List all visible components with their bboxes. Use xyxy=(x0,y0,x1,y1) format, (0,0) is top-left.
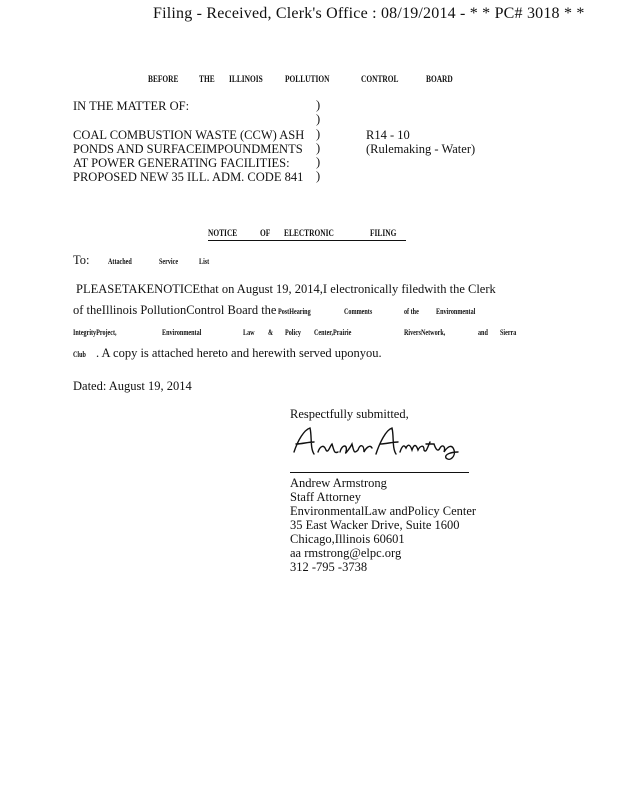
body-line1-b: that on August 19, 2014,I electronically filedwith the Clerk xyxy=(200,282,496,296)
body-line3-f: Center,Prairie xyxy=(314,327,352,337)
to-service: Service xyxy=(159,256,179,266)
caption-bracket: ) xyxy=(316,141,321,155)
signer-title: Staff Attorney xyxy=(290,490,361,504)
docket-type: (Rulemaking - Water) xyxy=(366,142,476,156)
body-line2-e: Environmental xyxy=(436,306,476,316)
to-list: List xyxy=(199,256,210,266)
body-line2-d: of the xyxy=(404,306,419,316)
body-line4-a: Club xyxy=(73,349,86,359)
body-line3-b: Environmental xyxy=(162,327,202,337)
caption-bracket: ) xyxy=(316,98,321,112)
heading-illinois: ILLINOIS xyxy=(229,75,263,85)
body-line1-a: PLEASETAKENOTICE xyxy=(76,282,200,296)
signer-phone: 312 -795 -3738 xyxy=(290,560,368,574)
title-of: OF xyxy=(260,229,271,239)
signer-organization: EnvironmentalLaw andPolicy Center xyxy=(290,504,477,518)
in-the-matter: IN THE MATTER OF: xyxy=(73,99,190,113)
title-notice: NOTICE xyxy=(208,229,238,239)
body-line3-a: IntegrityProject, xyxy=(73,327,117,337)
caption-bracket: ) xyxy=(316,155,321,169)
filing-header: Filing - Received, Clerk's Office : 08/19/2014 - * * PC# 3018 * * xyxy=(153,5,585,22)
body-line3-g: RiversNetwork, xyxy=(404,327,446,337)
dated-line: Dated: August 19, 2014 xyxy=(73,379,192,393)
body-line3-h: and xyxy=(478,327,488,337)
title-electronic: ELECTRONIC xyxy=(284,229,334,239)
body-line4-b: . A copy is attached hereto and herewith served uponyou. xyxy=(96,346,382,360)
body-line3-d: & xyxy=(268,327,274,337)
signature-line xyxy=(290,472,469,473)
signer-email: aa rmstrong@elpc.org xyxy=(290,546,402,560)
body-line3-i: Sierra xyxy=(500,327,517,337)
signer-name: Andrew Armstrong xyxy=(290,476,387,490)
body-line2-b: PostHearing xyxy=(278,306,311,316)
heading-board: BOARD xyxy=(426,75,453,85)
closing-phrase: Respectfully submitted, xyxy=(290,407,409,421)
heading-pollution: POLLUTION xyxy=(285,75,330,85)
body-line3-e: Policy xyxy=(285,327,301,337)
caption-line-2: PONDS AND SURFACEIMPOUNDMENTS xyxy=(73,142,303,156)
to-attached: Attached xyxy=(108,256,132,266)
body-line2-c: Comments xyxy=(344,306,373,316)
heading-before: BEFORE xyxy=(148,75,179,85)
caption-bracket: ) xyxy=(316,127,321,141)
signer-city: Chicago,Illinois 60601 xyxy=(290,532,405,546)
docket-number: R14 - 10 xyxy=(366,128,410,142)
handwritten-signature xyxy=(288,422,466,464)
title-filing: FILING xyxy=(370,229,397,239)
caption-bracket: ) xyxy=(316,112,321,126)
caption-line-1: COAL COMBUSTION WASTE (CCW) ASH xyxy=(73,128,305,142)
caption-line-3: AT POWER GENERATING FACILITIES: xyxy=(73,156,290,170)
caption-line-4: PROPOSED NEW 35 ILL. ADM. CODE 841 xyxy=(73,170,304,184)
title-underline xyxy=(208,240,406,241)
signer-address: 35 East Wacker Drive, Suite 1600 xyxy=(290,518,460,532)
body-line2-a: of theIllinois PollutionControl Board the xyxy=(73,303,277,317)
to-label: To: xyxy=(73,253,90,267)
heading-control: CONTROL xyxy=(361,75,399,85)
heading-the: THE xyxy=(199,75,215,85)
caption-bracket: ) xyxy=(316,169,321,183)
body-line3-c: Law xyxy=(243,327,255,337)
